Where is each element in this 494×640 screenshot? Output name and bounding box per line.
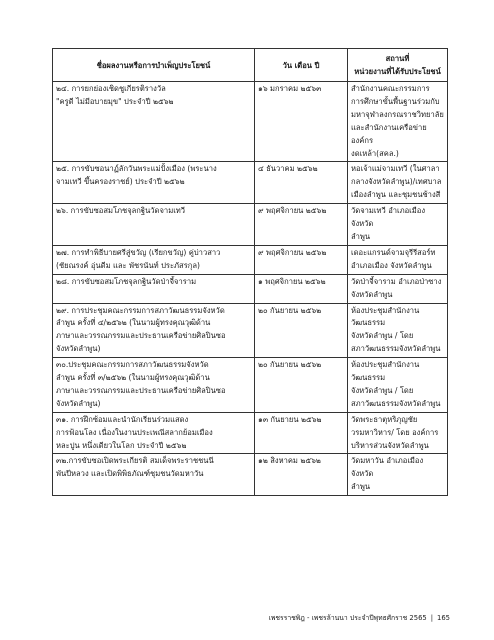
cell-name bbox=[53, 82, 255, 162]
footer-text: เพชรราชพิฎ - เพชรล้านนา ประจำปีพุทธศักราช 2565 bbox=[268, 614, 427, 622]
cell-place-text: วัดป่าจี้จาราม อำเภอป่าซาง จังหวัดลำพูน bbox=[351, 276, 442, 299]
table-row bbox=[53, 303, 448, 358]
cell-date bbox=[255, 274, 348, 303]
table-row bbox=[53, 204, 448, 246]
cell-name-text: ๒๙. การประชุมคณะกรรมการสภาวัฒนธรรมจังหวัด ลำพูน ครั้งที่ ๔/๒๕๖๒ (ในนามผู้ทรงคุณวุฒิด้าน ภาษาและวรรณกรรมและประธานเครือข่ายศิลปินซอ จังหวัดลำพูน) bbox=[56, 305, 226, 354]
cell-date bbox=[255, 162, 348, 204]
cell-name-text: ๓๐.ประชุมคณะกรรมการสภาวัฒนธรรมจังหวัด ลำพูน ครั้งที่ ๓/๒๕๖๒ (ในนามผู้ทรงคุณวุฒิด้าน ภาษาและวรรณกรรมและประธานเครือข่ายศิลปินซอ จังหวัดลำพูน) bbox=[56, 360, 226, 408]
cell-place bbox=[348, 412, 448, 454]
cell-place-text: เดอะแกรนด์จามจุรีรีสอร์ท อำเภอเมือง จังหวัดลำพูน bbox=[351, 247, 436, 270]
page-number: 165 bbox=[437, 614, 450, 622]
cell-date bbox=[255, 204, 348, 246]
table-row bbox=[53, 82, 448, 162]
cell-name-text: ๒๗. การทำพิธีบายศรีสู่ขวัญ (เรียกขวัญ) คู่บ่าวสาว (ชัยณรงค์ อุ่นดีม และ พัชรนันท์ ประภัสรกุล) bbox=[56, 247, 221, 270]
cell-date bbox=[255, 303, 348, 358]
cell-name bbox=[53, 274, 255, 303]
header-name: ชื่อผลงานหรือการบำเพ็ญประโยชน์ bbox=[53, 49, 255, 82]
cell-date bbox=[255, 358, 348, 413]
cell-name bbox=[53, 358, 255, 413]
cell-name-text: ๒๕. การขับซอนาฏ์ลักวันพระแม่ปั้งเมือง (พระนาง จามเทวี ขึ้นครองราชย์) ประจำปี ๒๕๖๒ bbox=[56, 164, 217, 187]
cell-name-text: ๒๔. การยกย่องเชิดชูเกียรติรางวัล "ครูดี ไม่มีอบายมุข" ประจำปี ๒๕๖๒ bbox=[56, 84, 174, 106]
cell-name-text: ๓๑. การฝึกซ้อมและนำนักเรียนร่วมแสดง การฟ้อนโลง เนื่องในงานประเพณีสลากย้อมเมือง หละปูน หนึ่งเดียวในโลก ประจำปี ๒๕๖๒ bbox=[56, 414, 213, 450]
cell-date-text: ๑๒ สิงหาคม ๒๕๖๒ bbox=[258, 456, 321, 466]
cell-place-text: วัดมหาวัน อำเภอเมือง จังหวัด ลำพูน bbox=[351, 456, 424, 492]
cell-date-text: ๑๖ มกราคม ๒๕๖๓ bbox=[258, 84, 322, 93]
cell-place-text: วัดจามเทวี อำเภอเมือง จังหวัด ลำพูน bbox=[351, 206, 426, 241]
footer-separator: | bbox=[430, 614, 434, 622]
activities-table bbox=[52, 48, 448, 496]
cell-place bbox=[348, 204, 448, 246]
cell-date-text: ๒๐ กันยายน ๒๕๖๒ bbox=[258, 305, 322, 315]
cell-date bbox=[255, 454, 348, 496]
cell-date-text: ๒๐ กันยายน ๒๕๖๒ bbox=[258, 360, 322, 370]
table-row bbox=[53, 245, 448, 274]
cell-date-text: ๔ ธันวาคม ๒๕๖๒ bbox=[258, 164, 318, 174]
cell-place-text: วัดพระธาตุหริภุญชัย วรมหาวิหาร/ โดย องค์การ บริหารส่วนจังหวัดลำพูน bbox=[351, 414, 439, 450]
table-row bbox=[53, 358, 448, 413]
cell-name bbox=[53, 412, 255, 454]
cell-name bbox=[53, 162, 255, 204]
cell-place bbox=[348, 303, 448, 358]
cell-place bbox=[348, 454, 448, 496]
cell-name bbox=[53, 245, 255, 274]
page-footer bbox=[269, 612, 450, 623]
cell-name-text: ๓๒.การขับซอเปิดพระเกียรติ สมเด็จพระราชชนนี พันปีหลวง และเปิดพิพิธภัณฑ์ชุมชนวัดมหาวัน bbox=[56, 456, 214, 479]
cell-name bbox=[53, 204, 255, 246]
cell-date bbox=[255, 412, 348, 454]
cell-date-text: ๙ พฤศจิกายน ๒๕๖๒ bbox=[258, 206, 327, 216]
cell-date bbox=[255, 245, 348, 274]
cell-place-text: ห้องประชุมสำนักงานวัฒนธรรม จังหวัดลำพูน / โดย สภาวัฒนธรรมจังหวัดลำพูน bbox=[351, 305, 441, 354]
cell-name-text: ๒๖. การขับซอสมโภชจุลกฐินวัดจามเทวี bbox=[56, 206, 186, 216]
table-row bbox=[53, 162, 448, 204]
table-header-row bbox=[53, 49, 448, 82]
cell-date-text: ๑๓ กันยายน ๒๕๖๒ bbox=[258, 414, 322, 424]
header-place: สถานที่ หน่วยงานที่ได้รับประโยชน์ bbox=[348, 49, 448, 82]
cell-place-text: สำนักงานคณะกรรมการ การศึกษาขั้นพื้นฐานร่วมกับ มหาจุฬาลงกรณราชวิทยาลัย และสำนักงานเครือข่ายองค์กร งดเหล้า(สคล.) bbox=[351, 84, 444, 158]
cell-place bbox=[348, 358, 448, 413]
cell-name-text: ๒๘. การขับซอสมโภชจุลกฐินวัดป่าจี้จาราม bbox=[56, 276, 197, 286]
cell-date-text: ๑ พฤศจิกายน ๒๕๖๒ bbox=[258, 276, 326, 286]
cell-place-text: หอเจ้าแม่จามเทวี (ในศาลา กลางจังหวัดลำพูน)/เทศบาล เมืองลำพูน และชุมชนช้างสี bbox=[351, 164, 442, 200]
cell-place bbox=[348, 162, 448, 204]
table-row bbox=[53, 274, 448, 303]
cell-place-text: ห้องประชุมสำนักงานวัฒนธรรม จังหวัดลำพูน / โดย สภาวัฒนธรรมจังหวัดลำพูน bbox=[351, 360, 441, 408]
cell-place bbox=[348, 82, 448, 162]
cell-date-text: ๙ พฤศจิกายน ๒๕๖๒ bbox=[258, 247, 327, 257]
cell-name bbox=[53, 303, 255, 358]
table-row bbox=[53, 454, 448, 496]
table-row bbox=[53, 412, 448, 454]
cell-name bbox=[53, 454, 255, 496]
cell-place bbox=[348, 274, 448, 303]
header-date: วัน เดือน ปี bbox=[255, 49, 348, 82]
cell-place bbox=[348, 245, 448, 274]
cell-date bbox=[255, 82, 348, 162]
